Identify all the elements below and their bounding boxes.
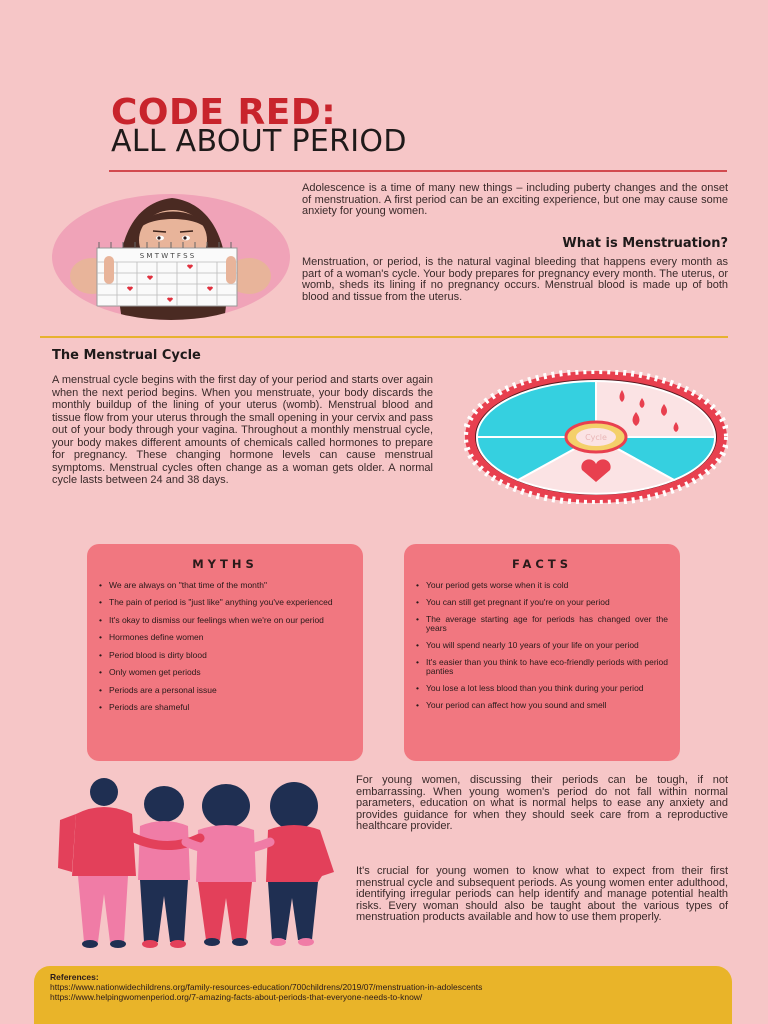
facts-list xyxy=(416,581,668,718)
wheel-center-label: Cycle xyxy=(585,433,607,442)
title-divider xyxy=(109,170,727,172)
discussion-paragraph-1: For young women, discussing their periods can be tough, if not embarrassing. When young women's period do not fall within normal parameters, education on what is normal helps to ease any anxiety and provides guidance for when they should seek care from a reproductive healthcare provider. xyxy=(356,774,728,833)
list-item: • You lose a lot less blood than you think during your period xyxy=(416,684,668,693)
myths-title: MYTHS xyxy=(192,557,258,571)
list-item: • Period blood is dirty blood xyxy=(99,651,351,660)
calendar-header: S M T W T F S S xyxy=(139,252,195,260)
girl-calendar-photo xyxy=(52,194,290,320)
reference-link[interactable]: https://www.nationwidechildrens.org/family-resources-education/700childrens/2019/07/menstruation-in-adolescents xyxy=(50,981,483,992)
list-item: • Hormones define women xyxy=(99,633,351,642)
page-title: CODE RED: xyxy=(111,92,337,133)
four-women-illustration xyxy=(46,776,342,956)
reference-link[interactable]: https://www.helpingwomenperiod.org/7-amazing-facts-about-periods-that-everyone-needs-to-know/ xyxy=(50,991,423,1002)
list-item: • The pain of period is "just like" anything you've experienced xyxy=(99,598,351,607)
what-is-menstruation-heading: What is Menstruation? xyxy=(562,236,728,251)
intro-paragraph: Adolescence is a time of many new things – including puberty changes and the onset of menstruation. A first period can be an exciting experience, but one may cause some anxiety for young women. xyxy=(302,182,728,217)
list-item: • Periods are a personal issue xyxy=(99,686,351,695)
list-item: • It's easier than you think to have eco-friendly periods with period panties xyxy=(416,658,668,677)
list-item: • Your period gets worse when it is cold xyxy=(416,581,668,590)
list-item: • It's okay to dismiss our feelings when we're on our period xyxy=(99,616,351,625)
list-item: • You will spend nearly 10 years of your life on your period xyxy=(416,641,668,650)
section-divider xyxy=(40,336,728,338)
menstrual-cycle-heading: The Menstrual Cycle xyxy=(52,348,201,363)
cycle-wheel-illustration xyxy=(464,370,728,504)
list-item: • Your period can affect how you sound and smell xyxy=(416,701,668,710)
discussion-paragraph-2: It's crucial for young women to know what to expect from their first menstrual cycle and subsequent periods. As young women enter adulthood, identifying irregular periods can help identify and manage potential health risks. Every woman should also be taught about the various types of menstruation products available and how to use them properly. xyxy=(356,865,728,924)
references-box xyxy=(34,966,732,1024)
list-item: • Only women get periods xyxy=(99,668,351,677)
list-item: • Periods are shameful xyxy=(99,703,351,712)
list-item: • The average starting age for periods has changed over the years xyxy=(416,615,668,634)
facts-card xyxy=(404,544,680,761)
list-item: • We are always on "that time of the month" xyxy=(99,581,351,590)
what-is-menstruation-text: Menstruation, or period, is the natural vaginal bleeding that happens every month as part of a woman's cycle. Your body prepares for pregnancy every month. The uterus, or womb, sheds its lining if no pregnancy occurs. Menstrual blood is made up of both blood and tissue from the uterus. xyxy=(302,256,728,303)
menstrual-cycle-text: A menstrual cycle begins with the first day of your period and starts over again when the next period begins. When you menstruate, your body discards the monthly buildup of the lining of your uterus (womb). Menstrual blood and tissue flow from your uterus through the small opening in your cervix and pass out of your body through your vagina. Throughout a monthly menstrual cycle, your body makes different amounts of chemicals called hormones to prepare for pregnancy. These changing hormone levels can cause menstrual symptoms. Menstrual cycles often change as a woman gets older. A normal cycle lasts between 24 and 38 days. xyxy=(52,374,433,486)
page-subtitle: ALL ABOUT PERIOD xyxy=(111,124,407,159)
list-item: • You can still get pregnant if you're on your period xyxy=(416,598,668,607)
myths-card xyxy=(87,544,363,761)
myths-list xyxy=(99,581,351,721)
facts-title: FACTS xyxy=(511,557,572,571)
references-label: References: xyxy=(50,972,99,982)
